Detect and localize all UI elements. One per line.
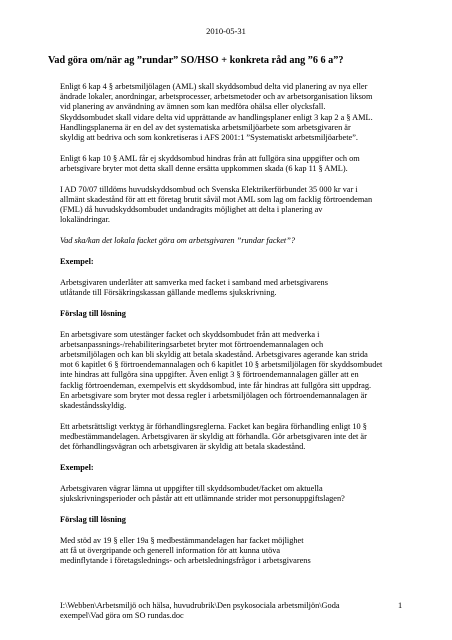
text-line: Ett arbetsrättsligt verktyg är förhandlingsreglerna. Facket kan begära förhandling enligt 10 §: [60, 421, 367, 431]
text-line: inte hindras att fullgöra sina uppgifter. Även enligt 3 § förtroendemannalagen gäller att en: [60, 370, 359, 380]
text-line: En arbetsgivare som utestänger facket och skyddsombudet från att medverka i: [60, 329, 320, 339]
body-paragraph: [60, 278, 420, 298]
text-line: arbetsmiljölagen och kan bli skyldig att betala skadestånd. Arbetsgivares agerande kan strida: [60, 350, 368, 360]
text-line: Skyddsombudet skall vidare delta vid upprättande av handlingsplaner enligt 3 kap 2 a § AML.: [60, 112, 373, 122]
body-paragraph: [60, 536, 420, 567]
text-line: ändrade lokaler, anordningar, arbetsprocesser, arbetsmetoder och av arbetsorganisation liksom: [60, 92, 373, 102]
text-line: Med stöd av 19 § eller 19a § medbestämmandelagen har facket möjlighet: [60, 535, 304, 545]
text-line: Arbetsgivaren vägrar lämna ut uppgifter till skyddsombudet/facket om aktuella: [60, 483, 323, 493]
text-line: facklig förtroendeman, exempelvis ett skyddsombud, inte får hindras att fullgöra sitt uppdrag.: [60, 380, 372, 390]
text-line: utlåtande till Försäkringskassan gällande medlems sjukskrivning.: [60, 288, 277, 298]
body-paragraph: [60, 484, 420, 504]
body-paragraph: [60, 185, 420, 226]
text-line: skadeståndsskyldig.: [60, 401, 127, 411]
footer-path: [60, 601, 410, 621]
text-line: det förhandlingsvägran och arbetsgivaren är skyldig att betala skadestånd.: [60, 442, 306, 452]
footer-line: exempel\Vad göra om SO rundas.doc: [60, 611, 184, 621]
text-line: Enligt 6 kap 10 § AML får ej skyddsombud hindras från att fullgöra sina uppgifter och om: [60, 153, 360, 163]
question-paragraph: [60, 236, 420, 246]
text-line: Handlingsplanerna är en del av det systematiska arbetsmiljöarbete som arbetsgivaren är: [60, 122, 351, 132]
text-line: lokaländringar.: [60, 215, 110, 225]
text-line: Arbetsgivaren underlåter att samverka med facket i samband med arbetsgivarens: [60, 277, 328, 287]
section-heading: [60, 515, 420, 525]
text-line: I AD 70/07 tilldöms huvudskyddsombud och Svenska Elektrikerförbundet 35 000 kr var i: [60, 184, 358, 194]
section-heading: [60, 463, 420, 473]
text-line: Förslag till lösning: [60, 308, 126, 318]
text-line: Enligt 6 kap 4 § arbetsmiljölagen (AML) skall skyddsombud delta vid planering av nya eller: [60, 82, 368, 91]
text-line: Exempel:: [60, 463, 94, 473]
document-title: Vad göra om/när ag ”rundar” SO/HSO + konkreta råd ang ”6 6 a”?: [48, 55, 344, 66]
text-line: Vad ska/kan det lokala facket göra om arbetsgivaren ”rundar facket”?: [60, 236, 295, 246]
document-body: [60, 82, 420, 577]
body-paragraph: [60, 82, 420, 143]
text-line: allmänt skadestånd för att ett företag brutit såväl mot AML som lag om facklig förtroendeman: [60, 195, 373, 205]
text-line: sjukskrivningsperioder och påstår att ett utlämnande strider mot personuppgiftslagen?: [60, 494, 345, 504]
text-line: att få ut övergripande och generell information för att kunna utöva: [60, 545, 281, 555]
section-heading: [60, 309, 420, 319]
section-heading: [60, 257, 420, 267]
text-line: vid planering av användning av ämnen som kan medföra ohälsa eller olycksfall.: [60, 102, 326, 112]
text-line: medbestämmandelagen. Arbetsgivaren är skyldig att förhandla. Gör arbetsgivaren inte det är: [60, 432, 367, 442]
text-line: skyldig att bedriva och som konkretiseras i AFS 2001:1 ”Systematiskt arbetsmiljöarbete”.: [60, 133, 358, 143]
header-date: 2010-05-31: [206, 26, 246, 36]
text-line: Exempel:: [60, 257, 94, 267]
body-paragraph: [60, 422, 420, 453]
text-line: arbetsanpassnings-/rehabiliteringsarbetet bryter mot förtroendemannalagen och: [60, 339, 324, 349]
page-number: 1: [398, 601, 403, 610]
text-line: mot 6 kapitlet 6 § förtroendemannalagen och 6 kapitlet 10 § arbetsmiljölagen för skyddsombudet: [60, 360, 383, 370]
body-paragraph: [60, 154, 420, 174]
text-line: medinflytande i företagslednings- och arbetsledningsfrågor i arbetsgivarens: [60, 556, 311, 566]
text-line: Förslag till lösning: [60, 514, 126, 524]
text-line: arbetsgivare bryter mot detta skall denne ersätta uppkommen skada (6 kap 11 § AML).: [60, 164, 348, 174]
text-line: En arbetsgivare som bryter mot dessa regler i arbetsmiljölagen och förtroendemannalagen är: [60, 390, 368, 400]
body-paragraph: [60, 330, 420, 412]
footer-line: I:\Webben\Arbetsmiljö och hälsa, huvudrubrik\Den psykosociala arbetsmiljön\Goda: [60, 601, 340, 610]
text-line: (FML) då huvudskyddsombudet undandragits möjlighet att delta i planering av: [60, 205, 323, 215]
